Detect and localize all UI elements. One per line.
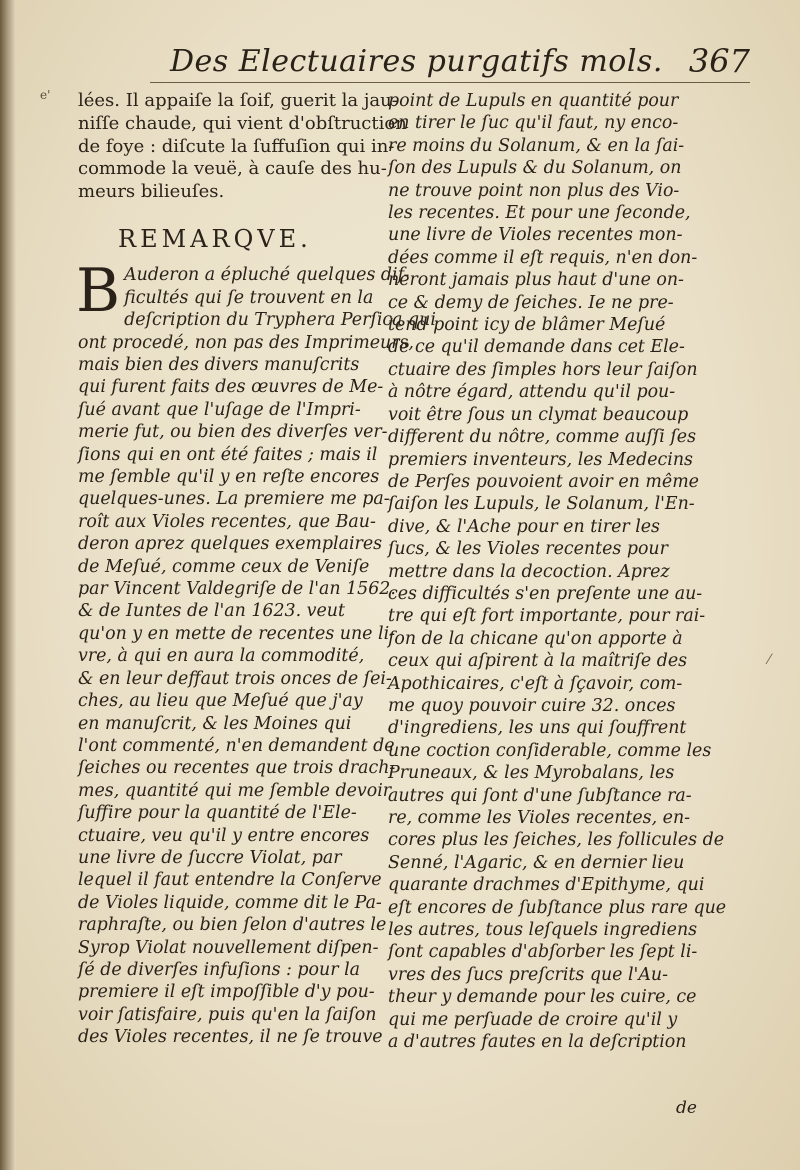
text-line: autres qui ſont d'une ſubſtance ra-: [388, 785, 692, 806]
text-line: vre, à qui en aura la commodité,: [78, 646, 365, 667]
text-line: Auderon a épluché quelques dif-: [124, 265, 410, 286]
text-line: eſt encores de ſubſtance plus rare que: [388, 897, 727, 918]
text-line: a d'autres fautes en la deſcription: [388, 1032, 687, 1053]
marginal-mark: e': [40, 88, 51, 102]
text-line: tend point icy de blâmer Meſué: [388, 315, 666, 336]
text-line: ſont capables d'abſorber les ſept li-: [388, 942, 698, 963]
text-line: deron aprez quelques exemplaires: [78, 534, 383, 555]
text-line: une livre de ſuccre Violat, par: [78, 847, 342, 868]
text-line: une livre de Violes recentes mon-: [388, 225, 683, 246]
text-line: premiere il eſt impoſſible d'y pou-: [78, 982, 375, 1003]
text-line: quarante drachmes d'Epithyme, qui: [388, 875, 705, 896]
text-line: ſon des Lupuls & du Solanum, on: [388, 158, 682, 179]
text-line: d'ingrediens, les uns qui ſouffrent: [388, 718, 687, 739]
text-line: cores plus les ſeiches, les follicules de: [388, 830, 724, 851]
text-line: & de Iuntes de l'an 1623. veut: [78, 601, 345, 622]
left-column: [76, 90, 436, 1049]
right-column: [388, 90, 728, 1053]
left-roman-text: [78, 90, 407, 204]
text-line: & en leur deffaut trois onces de ſei-: [78, 668, 392, 689]
text-line: ctuaire, veu qu'il y entre encores: [78, 825, 370, 846]
text-line: lequel il faut entendre la Conſerve: [78, 870, 382, 891]
text-line: ne trouve point non plus des Vio-: [388, 180, 680, 201]
text-line: roît aux Violes recentes, que Bau-: [78, 511, 376, 532]
running-title: Des Electuaires purgatifs mols.: [170, 44, 663, 79]
text-line: de foye : diſcute la ſuffuſion qui in-: [78, 135, 395, 157]
text-line: point de Lupuls en quantité pour: [388, 91, 679, 111]
text-line: par Vincent Valdegriſe de l'an 1562.: [78, 579, 396, 600]
text-line: à nôtre égard, attendu qu'il pou-: [388, 382, 676, 403]
text-line: me ſemble qu'il y en reſte encores: [78, 467, 380, 488]
text-line: different du nôtre, comme auſſi ſes: [388, 427, 697, 448]
text-line: dive, & l'Ache pour en tirer les: [388, 516, 660, 537]
text-line: ſuffire pour la quantité de l'Ele-: [78, 803, 357, 824]
text-line: Pruneaux, & les Myrobalans, les: [388, 763, 675, 784]
text-line: les recentes. Et pour une ſeconde,: [388, 203, 691, 224]
text-line: ches, au lieu que Meſué que j'ay: [78, 691, 363, 712]
text-line: ficultés qui ſe trouvent en la: [124, 287, 374, 308]
text-line: deſcription du Tryphera Perſica qui: [124, 310, 436, 331]
text-line: niſſe chaude, qui vient d'obſtruction: [78, 112, 407, 134]
text-line: mettre dans la decoction. Aprez: [388, 561, 670, 582]
text-line: vres des ſucs preſcrits que l'Au-: [388, 964, 668, 985]
text-line: des Violes recentes, il ne ſe trouve: [78, 1027, 383, 1048]
page-number: 367: [688, 42, 750, 80]
text-line: qui furent faits des œuvres de Me-: [78, 377, 384, 398]
text-line: ceux qui aſpirent à la maîtriſe des: [388, 651, 688, 672]
text-line: qu'on y en mette de recentes une li-: [78, 623, 396, 644]
text-line: re, comme les Violes recentes, en-: [388, 808, 691, 828]
text-line: voit être ſous un clymat beaucoup: [388, 404, 689, 425]
text-line: ſions qui en ont été faites ; mais il: [78, 444, 378, 465]
text-line: ſé de diverſes infuſions : pour la: [78, 959, 360, 980]
drop-cap: B: [76, 256, 121, 327]
text-line: premiers inventeurs, les Medecins: [388, 449, 693, 470]
text-line: tre qui eſt fort importante, pour rai-: [388, 606, 706, 627]
remarque-text: [76, 256, 436, 1048]
text-line: ſon de la chicane qu'on apporte à: [388, 628, 683, 649]
text-line: qui me perſuade de croire qu'il y: [388, 1009, 678, 1030]
text-line: voir ſatisfaire, puis qu'en la ſaiſon: [78, 1004, 377, 1025]
running-header: [150, 40, 750, 90]
text-line: Senné, l'Agaric, & en dernier lieu: [388, 852, 685, 873]
text-line: quelques-unes. La premiere me pa-: [78, 489, 390, 510]
text-line: neront jamais plus haut d'une on-: [388, 270, 684, 291]
text-line: meurs bilieuſes.: [78, 181, 225, 203]
remarque-heading: REMARQVE.: [118, 224, 312, 253]
text-line: Syrop Violat nouvellement diſpen-: [78, 937, 379, 958]
text-line: de Meſué, comme ceux de Veniſe: [78, 556, 370, 577]
text-line: mais bien des divers manuſcrits: [78, 355, 360, 376]
header-rule: [150, 82, 750, 83]
catchword: de: [676, 1098, 697, 1118]
text-line: ont procedé, non pas des Imprimeurs,: [78, 332, 414, 353]
text-line: ctuaire des ſimples hors leur ſaiſon: [388, 359, 698, 380]
page-gutter: [0, 0, 16, 1170]
text-line: mes, quantité qui me ſemble devoir: [78, 780, 392, 801]
text-line: ſucs, & les Violes recentes pour: [388, 539, 668, 560]
margin-tick: ⁄: [768, 652, 771, 668]
text-line: de Violes liquide, comme dit le Pa-: [78, 892, 382, 913]
text-line: ſeiches ou recentes que trois drach-: [78, 758, 396, 779]
text-line: de ce qu'il demande dans cet Ele-: [388, 337, 685, 358]
text-line: ſué avant que l'uſage de l'Impri-: [78, 399, 361, 420]
text-line: raphraſte, ou bien ſelon d'autres le: [78, 915, 387, 936]
text-line: ces difficultés s'en preſente une au-: [388, 583, 703, 604]
text-line: une coction conſiderable, comme les: [388, 740, 712, 761]
text-line: merie fut, ou bien des diverſes ver-: [78, 422, 388, 443]
text-line: re moins du Solanum, & en la ſai-: [388, 135, 685, 156]
remarque-lines: [76, 256, 436, 1048]
text-line: en tirer le ſuc qu'il faut, ny enco-: [388, 113, 679, 134]
text-line: ce & demy de ſeiches. Ie ne pre-: [388, 292, 674, 313]
text-line: l'ont commenté, n'en demandent de: [78, 735, 395, 756]
text-line: me quoy pouvoir cuire 32. onces: [388, 695, 676, 716]
text-line: ſaiſon les Lupuls, le Solanum, l'En-: [388, 494, 695, 515]
text-line: Apothicaires, c'eſt à ſçavoir, com-: [388, 673, 683, 694]
text-line: de Perſes pouvoient avoir en même: [388, 471, 699, 492]
text-line: commode la veuë, à cauſe des hu-: [78, 158, 387, 180]
text-line: theur y demande pour les cuire, ce: [388, 987, 697, 1008]
text-line: lées. Il appaiſe la ſoif, guerit la jau-: [78, 90, 398, 111]
text-line: en manuſcrit, & les Moines qui: [78, 713, 352, 734]
text-line: les autres, tous leſquels ingrediens: [388, 920, 698, 941]
text-line: dées comme il eſt requis, n'en don-: [388, 247, 698, 268]
